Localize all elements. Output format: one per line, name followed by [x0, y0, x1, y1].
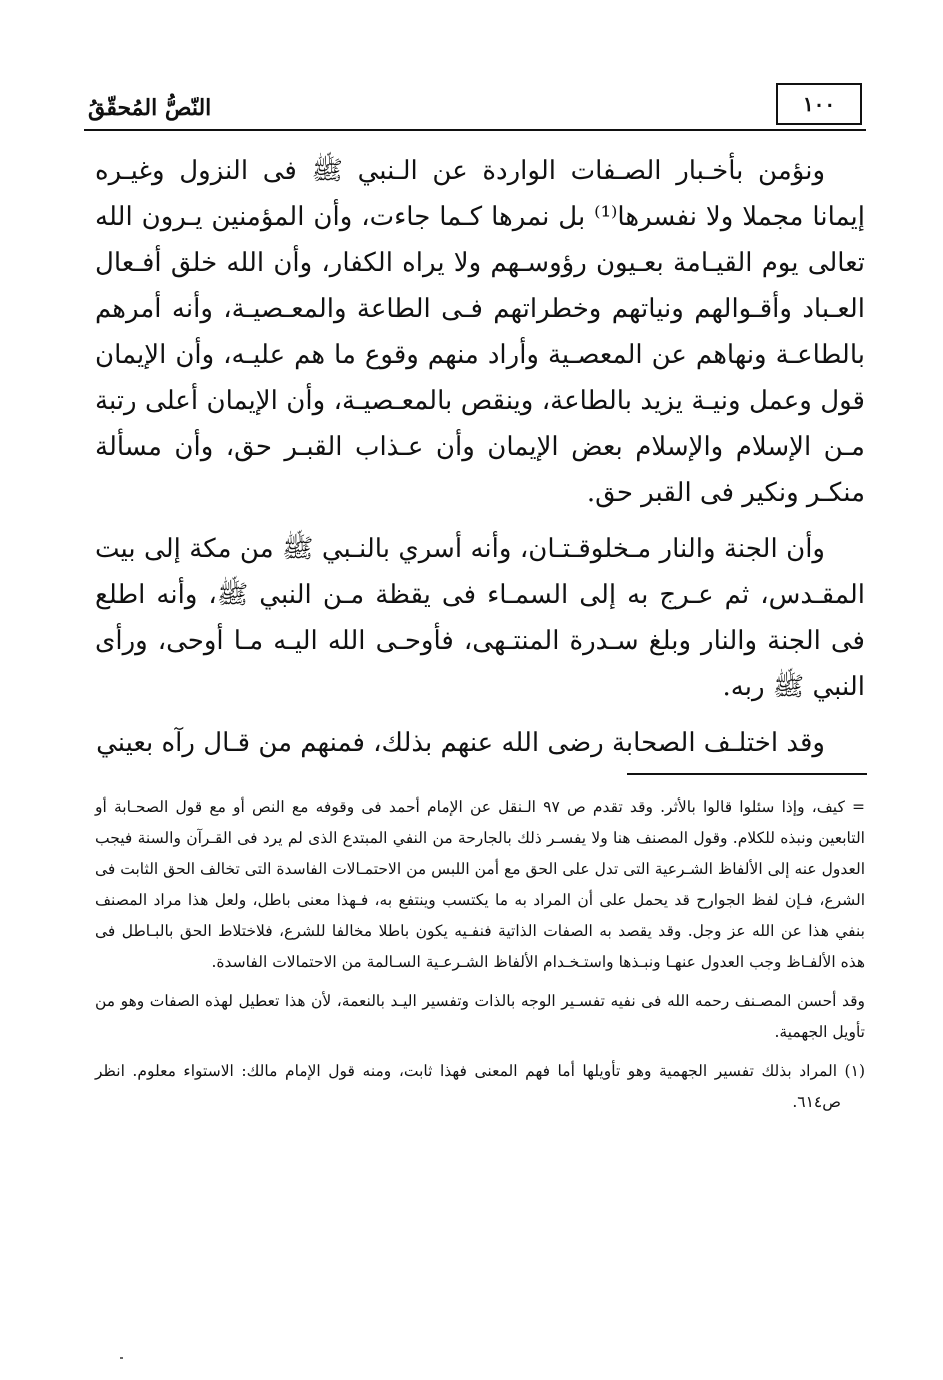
running-header-title: النّصُّ المُحقّقُ: [88, 95, 212, 121]
main-text: [95, 148, 865, 766]
footnote-paragraph: وقد أحسن المصـنف رحمه الله فى نفيه تفسـير الوجه بالذات وتفسير اليـد بالنعمة، لأن هذا تعطيل لهذه الصفات وهو من تأويل الجهمية.: [95, 992, 865, 1041]
paragraph: وأن الجنة والنار مـخلوقـتـان، وأنه أسري بالنـبي ﷺ من مكة إلى بيت المقـدس، ثم عـرج به إلى السمـاء فى يقظة مـن النبي ﷺ، وأنه اطلع فى الجنة والنار وبلغ سـدرة المنتـهى، فأوحـى الله اليـه مـا أوحى، ورأى النبي ﷺ ربه.: [95, 534, 865, 702]
header-rule: [84, 129, 866, 131]
scan-speck: [120, 1357, 123, 1359]
footnote-separator: [627, 773, 867, 775]
page-number: ١٠٠: [776, 83, 862, 125]
footnotes: [95, 792, 865, 1126]
paragraph: وقد اختلـف الصحابة رضى الله عنهم بذلك، فمنهم من قـال رآه بعيني: [96, 728, 825, 758]
footnote-continued: = كيف، وإذا سئلوا قالوا بالأثر. وقد تقدم ص ٩٧ الـنقل عن الإمام أحمد فى وقوفه مع النص أو مع قول الصحـابة أو التابعين ونبذه للكلام. وقول المصنف هنا ولا يفسـر ذلك بالجارحة من النفي المبتدع الذى لم يرد فى القـرآن والسنة فيجب العدول عنه إلى الألفاظ الشـرعية التى تدل على الحق مع أمن اللبس من الاحتمـالات الفاسدة التى تخالف الحق الثابت فى الشرع، فـإن لفظ الجوارح قد يحمل على أن المراد به ما يكتسب وينتفع به، فـهذا معنى باطل، ولعل هذا مراد المصنف بنفي هذا عن الله عز وجل. وقد يقصد به الصفات الذاتية فنفـيه يكون باطلا مخالفا للشرع، فلاختلاط الحق بالبـاطل فى هذه الألفـاظ وجب العدول عنهـا ونبـذها واستـخـدام الألفاظ الشـرعـية السـالمة من الاحتمالات الفاسدة.: [95, 798, 865, 971]
paragraph: ونؤمن بأخـبار الصـفات الواردة عن الـنبي ﷺ فى النزول وغيـره إيمانا مجملا ولا نفسرها⁽¹⁾ بل نمرها كـما جاءت، وأن المؤمنين يـرون الله تعالى يوم القيـامة بعـيون رؤوسـهم ولا يراه الكفار، وأن الله خلق أفـعال العـباد وأقـوالهم ونياتهم وخطراتهم فـى الطاعة والمعـصيـة، وأنه أمرهم بالطاعـة ونهاهم عن المعصـية وأراد منهم وقوع ما هم عليـه، وأن الإيمان قول وعمل ونيـة يزيد بالطاعة، وينقص بالمعـصيـة، وأن الإيمان أعلى رتبة مـن الإسلام والإسلام بعض الإيمان وأن عـذاب القبـر حق، وأن مسألة منكـر ونكير فى القبر حق.: [95, 156, 865, 508]
footnote-1: (١) المراد بذلك تفسير الجهمية وهو تأويلها أما فهم المعنى فهذا ثابت، ومنه قول الإمام مالك: الاستواء معلوم. انظر ص٦١٤.: [95, 1062, 865, 1111]
